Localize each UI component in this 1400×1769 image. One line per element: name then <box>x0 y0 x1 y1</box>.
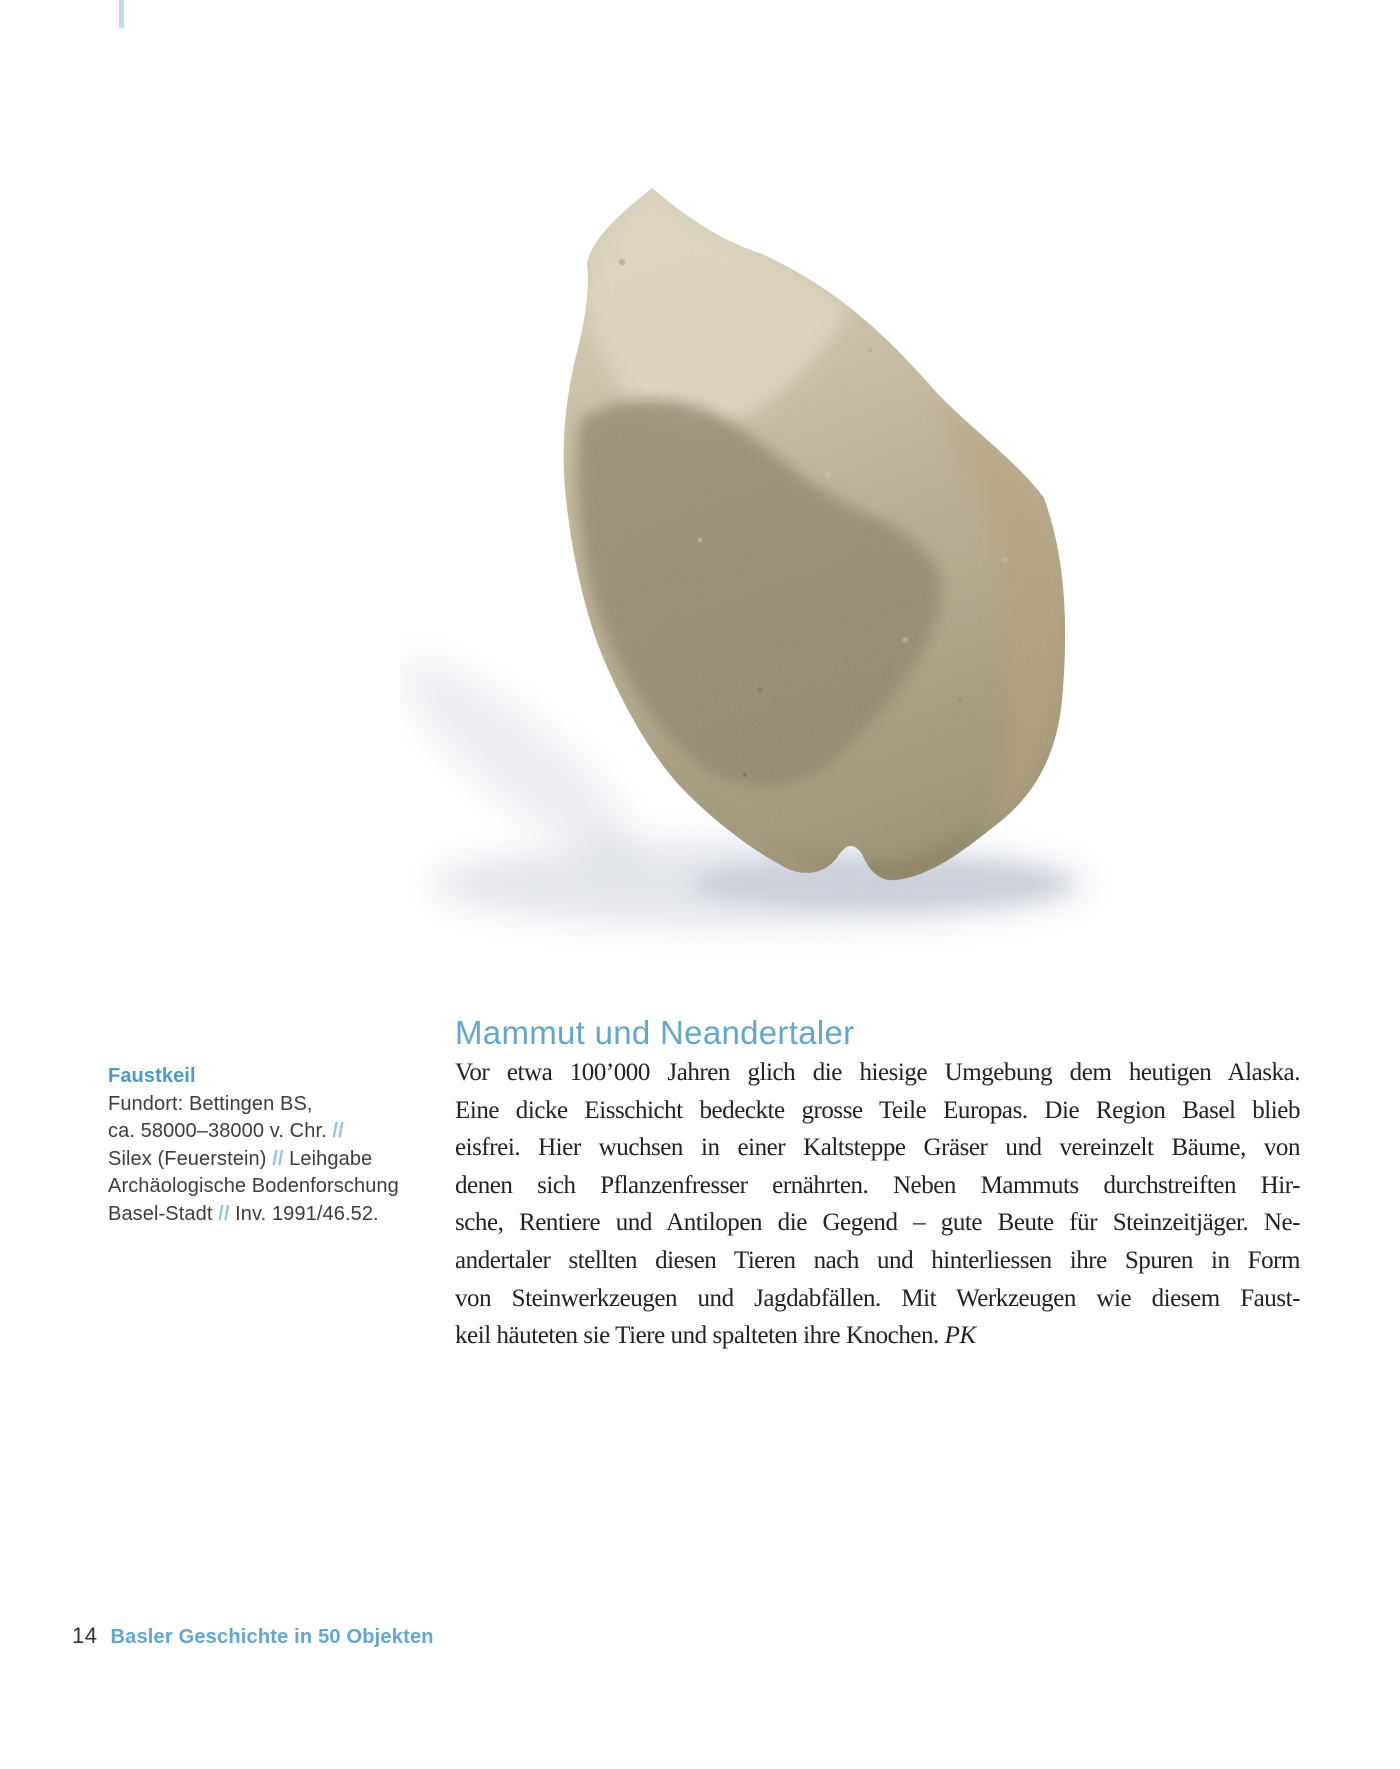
body-text-line: keil häuteten sie Tiere und spalteten ihre Knochen. PK <box>455 1322 976 1350</box>
caption-line: Archäologische Bodenforschung <box>108 1175 399 1197</box>
body-text-line: sche, Rentiere und Antilopen die Gegend – gute Beute für Steinzeitjäger. Ne- <box>455 1209 1300 1237</box>
page-top-tick-mark <box>119 0 124 28</box>
body-text-line: Vor etwa 100’000 Jahren glich die hiesige Umgebung dem heutigen Alaska. <box>455 1059 1300 1086</box>
stone-grain-light <box>540 160 1100 900</box>
page-footer <box>72 1623 434 1649</box>
object-caption-lines <box>108 1091 438 1229</box>
body-text-line: denen sich Pflanzenfresser ernährten. Neben Mammuts durchstreiften Hir- <box>455 1171 1300 1199</box>
caption-line: Fundort: Bettingen BS, <box>108 1092 313 1115</box>
caption-line: Basel-Stadt // Inv. 1991/46.52. <box>108 1202 379 1225</box>
article-body <box>455 1054 1300 1355</box>
page-number: 14 <box>72 1623 98 1648</box>
body-text-line: Eine dicke Eisschicht bedeckte grosse Teile Europas. Die Region Basel blieb <box>455 1096 1300 1124</box>
body-text-line: eisfrei. Hier wuchsen in einer Kaltsteppe Gräser und vereinzelt Bäume, von <box>455 1134 1300 1162</box>
object-caption <box>108 1063 438 1228</box>
caption-line: Silex (Feuerstein) // Leihgabe <box>108 1147 373 1170</box>
faustkeil-photo <box>400 140 1120 960</box>
caption-line: ca. 58000–38000 v. Chr. // <box>108 1120 344 1142</box>
article-heading: Mammut und Neandertaler <box>455 1014 855 1051</box>
body-text-line: von Steinwerkzeugen und Jagdabfällen. Mit Werkzeugen wie diesem Faust- <box>455 1284 1300 1312</box>
book-title: Basler Geschichte in 50 Objekten <box>110 1626 434 1648</box>
object-caption-title: Faustkeil <box>108 1065 196 1087</box>
body-text-line: andertaler stellten diesen Tieren nach und hinterliessen ihre Spuren in Form <box>455 1246 1300 1274</box>
